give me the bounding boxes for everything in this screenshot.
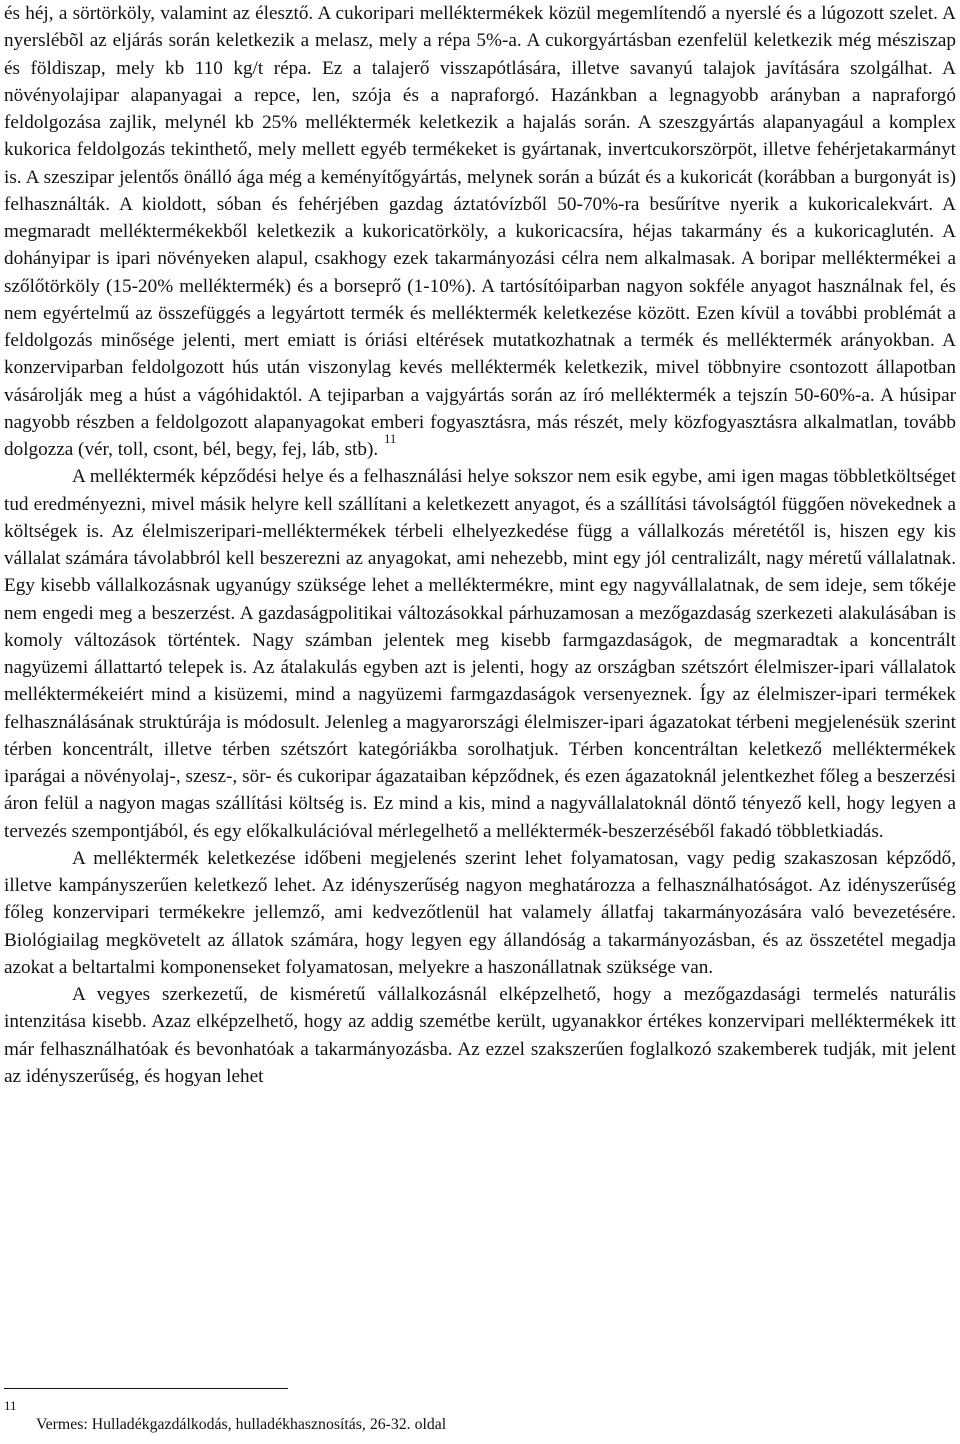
footnote [4,1398,904,1436]
footnote-separator [4,1388,288,1389]
paragraph-2: A melléktermék képződési helye és a felhasználási helye sokszor nem esik egybe, ami igen magas többletköltséget tud eredményezni, mivel másik helyre kell szállítani a keletkezett anyagot, és a szállítási távolságtól függően növekednek a költségek is. Az élelmiszeripari-melléktermékek térbeli elhelyezkedése függ a vállalkozás méretétől is, hiszen egy kis vállalat számára távolabbról kell beszerezni az anyagokat, ami nehezebb, mint egy jól centralizált, nagy méretű vállalatnak. Egy kisebb vállalkozásnak ugyanúgy szüksége lehet a melléktermékre, mint egy nagyvállalatnak, de sem ideje, sem tőkéje nem engedi meg a beszerzést. A gazdaságpolitikai változásokkal párhuzamosan a mezőgazdaság szerkezeti alakulásában is komoly változások történtek. Nagy számban jelentek meg kisebb farmgazdaságok, de megmaradtak a koncentrált nagyüzemi állattartó telepek is. Az átalakulás egyben azt is jelenti, hogy az országban szétszórt élelmiszer-ipari vállalatok melléktermékeiért mind a kisüzemi, mind a nagyüzemi farmgazdaságok versenyeznek. Így az élelmiszer-ipari termékek felhasználásának struktúrája is módosult. Jelenleg a magyarországi élelmiszer-ipari ágazatokat térbeni megjelenésük szerint térben koncentrált, illetve térben szétszórt kategóriákba sorolhatjuk. Térben koncentráltan keletkező melléktermékek iparágai a növényolaj-, szesz-, sör- és cukoripar ágazataiban képződnek, és ezen ágazatoknál jelentkezhet főleg a beszerzési áron felül a nagyon magas szállítási költség is. Ez mind a kis, mind a nagyvállalatoknál döntő tényező kell, hogy legyen a tervezés szempontjából, és egy előkalkulációval mérlegelhető a melléktermék-beszerzéséből fakadó többletkiadás. [4,466,956,842]
paragraph-3: A melléktermék keletkezése időbeni megjelenés szerint lehet folyamatosan, vagy pedig szakaszosan képződő, illetve kampányszerűen keletkező lehet. Az idényszerűség nagyon meghatározza a felhasználhatóságot. Az idényszerűség főleg konzervipari termékekre jellemző, ami kedvezőtlenül hat valamely állatfaj takarmányozására való bevezetésére. Biológiailag megkövetelt az állatok számára, hogy legyen egy állandóság a takarmányozásban, és az összetétel megadja azokat a beltartalmi komponenseket folyamatosan, melyekre a haszonállatnak szüksége van. [4,847,956,978]
paragraph-1 [4,0,956,463]
paragraph-4: A vegyes szerkezetű, de kisméretű vállalkozásnál elképzelhető, hogy a mezőgazdasági termelés naturális intenzitása kisebb. Azaz elképzelhető, hogy az addig szemétbe került, ugyanakkor értékes konzervipari melléktermékek itt már felhasználhatóak és bevonhatóak a takarmányozásba. Az ezzel szakszerűen foglalkozó szakemberek tudják, mit jelent az idényszerűség, és hogyan lehet [4,984,956,1087]
document-page [4,0,956,1090]
footnote-reference[interactable]: 11 [384,432,397,447]
footnote-text: Vermes: Hulladékgazdálkodás, hulladékhasznosítás, 26-32. oldal [36,1416,447,1433]
footnote-number: 11 [4,1398,17,1413]
paragraph-1-text: és héj, a sörtörköly, valamint az élesztő. A cukoripari melléktermékek közül megemlítendő a nyerslé és a lúgozott szelet. A nyerslébõl az eljárás során keletkezik a melasz, mely a répa 5%-a. A cukorgyártásban ezenfelül keletkezik még mésziszap és földiszap, mely kb 110 kg/t répa. Ez a talajerő visszapótlására, illetve savanyú talajok javítására szolgálhat. A növényolajipar alapanyagai a repce, len, szója és a napraforgó. Hazánkban a legnagyobb arányban a napraforgó feldolgozása zajlik, melynél kb 25% melléktermék keletkezik a hajalás során. A szeszgyártás alapanyagául a komplex kukorica feldolgozás tekinthető, mely mellett egyéb termékeket is gyártanak, invertcukorszörpöt, illetve fehérjetakarmányt is. A szeszipar jelentős önálló ága még a keményítőgyártás, melynek során a búzát és a kukoricát (korábban a burgonyát is) felhasználták. A kioldott, sóban és fehérjében gazdag áztatóvízből 50-70%-ra besűrítve nyerik a kukoricalekvárt. A megmaradt melléktermékekből keletkezik a kukoricatörköly, a kukoricacsíra, héjas takarmány és a kukoricaglutén. A dohányipar is ipari növényeken alapul, csakhogy ezek takarmányozási célra nem alkalmasak. A boripar melléktermékei a szőlőtörköly (15-20% melléktermék) és a borseprő (1-10%). A tartósítóiparban nagyon sokféle anyagot használnak fel, és nem egyértelmű az összefüggés a legyártott termék és melléktermék keletkezése között. Ezen kívül a további problémát a feldolgozás minősége jelenti, mert emiatt is óriási eltérések mutatkozhatnak a termék és melléktermék arányokban. A konzerviparban feldolgozott hús után viszonylag kevés melléktermék keletkezik, mivel többnyire csontozott állapotban vásárolják meg a húst a vágóhidaktól. A tejiparban a vajgyártás során az író melléktermék a tejszín 50-60%-a. A húsipar nagyobb részben a feldolgozott alapanyagokat emberi fogyasztásra, más részét, mely közfogyasztásra alkalmatlan, tovább dolgozza (vér, toll, csont, bél, begy, fej, láb, stb). [4,3,956,460]
